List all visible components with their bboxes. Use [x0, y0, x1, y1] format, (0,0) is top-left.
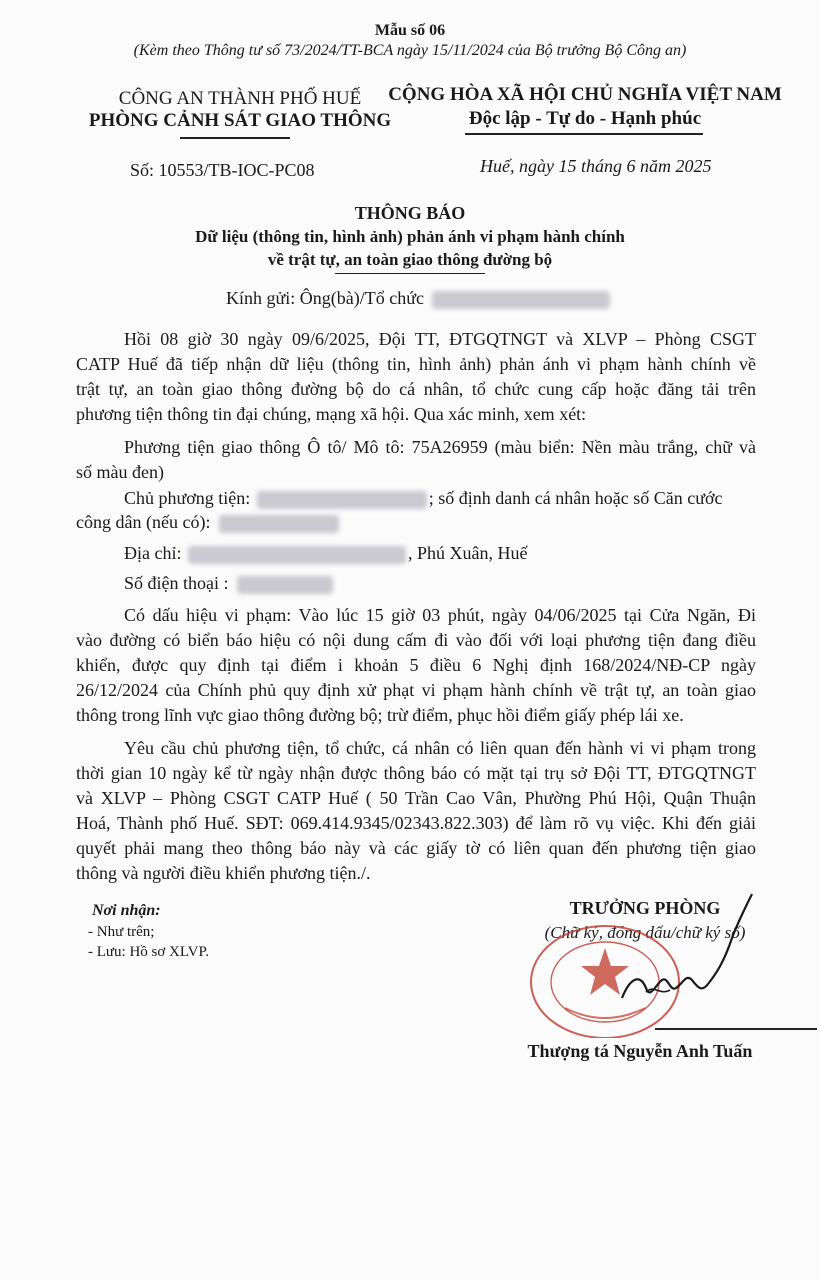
national-motto: Độc lập - Tự do - Hạnh phúc	[468, 108, 702, 129]
redacted-recipient	[432, 291, 610, 309]
redacted-owner-name	[257, 491, 427, 509]
recipient-line	[226, 288, 610, 309]
national-title: CỘNG HÒA XÃ HỘI CHỦ NGHĨA VIỆT NAM	[388, 84, 782, 105]
address-line	[124, 540, 756, 566]
violation-line: thông trong lĩnh vực giao thông đường bộ; trừ điểm, phục hồi điểm giấy phép lái xe.	[76, 705, 684, 725]
address-suffix: , Phú Xuân, Huế	[407, 543, 528, 563]
violation-line: 26/12/2024 của Chính phủ quy định xử phạt vi phạm hành chính về trật tự, an toàn giao	[76, 680, 756, 700]
owner-label: Chủ phương tiện:	[124, 488, 251, 508]
form-reference: (Kèm theo Thông tư số 73/2024/TT-BCA ngày 15/11/2024 của Bộ trưởng Bộ Công an)	[133, 42, 687, 59]
address-label: Địa chỉ:	[124, 543, 182, 563]
agency-name: CÔNG AN THÀNH PHỐ HUẾ	[118, 88, 362, 109]
recipients-title: Nơi nhận:	[92, 902, 161, 919]
violation-line: khiển, được quy định tại điểm i khoản 5 điều 6 Nghị định 168/2024/NĐ-CP ngày	[76, 655, 756, 675]
document-subtitle-2: về trật tự, an toàn giao thông đường bộ	[267, 250, 553, 269]
request-line: và XLVP – Phòng CSGT CATP Huế ( 50 Trần Cao Vân, Phường Phú Hội, Quận Thuận	[76, 788, 756, 808]
signature-stroke-line	[655, 1028, 817, 1030]
redacted-address	[188, 546, 406, 564]
signer-position: TRƯỞNG PHÒNG	[569, 898, 721, 918]
citizen-id-label: công dân (nếu có):	[76, 512, 211, 532]
para1-line: phương tiện thông tin đại chúng, mạng xã hội. Qua xác minh, xem xét:	[76, 404, 587, 424]
request-line: thông và người điều khiển phương tiện./.	[76, 863, 371, 883]
recipient-label: Kính gửi: Ông(bà)/Tổ chức	[226, 288, 424, 308]
owner-id-label: ; số định danh cá nhân hoặc số Căn cước	[428, 488, 723, 508]
form-number: Mẫu số 06	[374, 22, 446, 39]
violation-line: vào đường có biển báo hiệu có nội dung cấm đi vào đối với loại phương tiện đang điều	[76, 630, 756, 650]
motto-underline	[465, 133, 703, 135]
para1-line: Hồi 08 giờ 30 ngày 09/6/2025, Đội TT, ĐTGQTNGT và XLVP – Phòng CSGT	[124, 329, 756, 349]
header-left-underline	[180, 137, 290, 139]
request-line: quyết phải mang theo thông báo này và các giấy tờ có liên quan đến phương tiện giao	[76, 838, 756, 858]
phone-line	[124, 570, 756, 596]
request-line: thời gian 10 ngày kể từ ngày nhận được thông báo có mặt tại trụ sở Đội TT, ĐTGQTNGT	[76, 763, 756, 783]
para1-line: trật tự, an toàn giao thông đường bộ do cá nhân, tổ chức cung cấp hoặc đăng tải trên	[76, 379, 756, 399]
document-title: THÔNG BÁO	[354, 203, 466, 223]
document-number: Số: 10553/TB-IOC-PC08	[130, 160, 315, 180]
para1-line: CATP Huế đã tiếp nhận dữ liệu (thông tin, hình ảnh) phản ánh vi phạm hành chính về	[76, 354, 756, 374]
redacted-phone	[237, 576, 333, 594]
department-name: PHÒNG CẢNH SÁT GIAO THÔNG	[88, 110, 392, 131]
title-underline	[335, 273, 485, 274]
owner-line	[124, 485, 756, 511]
issue-date: Huế, ngày 15 tháng 6 năm 2025	[480, 156, 712, 176]
vehicle-line: Phương tiện giao thông Ô tô/ Mô tô: 75A26959 (màu biển: Nền màu trắng, chữ và	[124, 437, 756, 457]
recipient-item: - Lưu: Hồ sơ XLVP.	[88, 944, 209, 960]
signature-note: (Chữ ký, đóng dấu/chữ ký số)	[544, 923, 746, 942]
recipient-item: - Như trên;	[88, 924, 155, 940]
signer-name: Thượng tá Nguyễn Anh Tuấn	[527, 1041, 753, 1061]
vehicle-line: số màu đen)	[76, 462, 164, 482]
request-line: Hoá, Thành phố Huế. SĐT: 069.414.9345/02343.822.303) để làm rõ vụ việc. Khi đến giải	[76, 813, 756, 833]
violation-line: Có dấu hiệu vi phạm: Vào lúc 15 giờ 03 phút, ngày 04/06/2025 tại Cửa Ngăn, Đi	[124, 605, 756, 625]
request-line: Yêu cầu chủ phương tiện, tổ chức, cá nhân có liên quan đến hành vi vi phạm trong	[124, 738, 756, 758]
phone-label: Số điện thoại :	[124, 573, 229, 593]
handwritten-signature-image	[600, 888, 760, 1018]
owner-id-line	[76, 509, 756, 535]
document-subtitle-1: Dữ liệu (thông tin, hình ảnh) phản ánh vi phạm hành chính	[195, 227, 625, 246]
redacted-citizen-id	[219, 515, 339, 533]
